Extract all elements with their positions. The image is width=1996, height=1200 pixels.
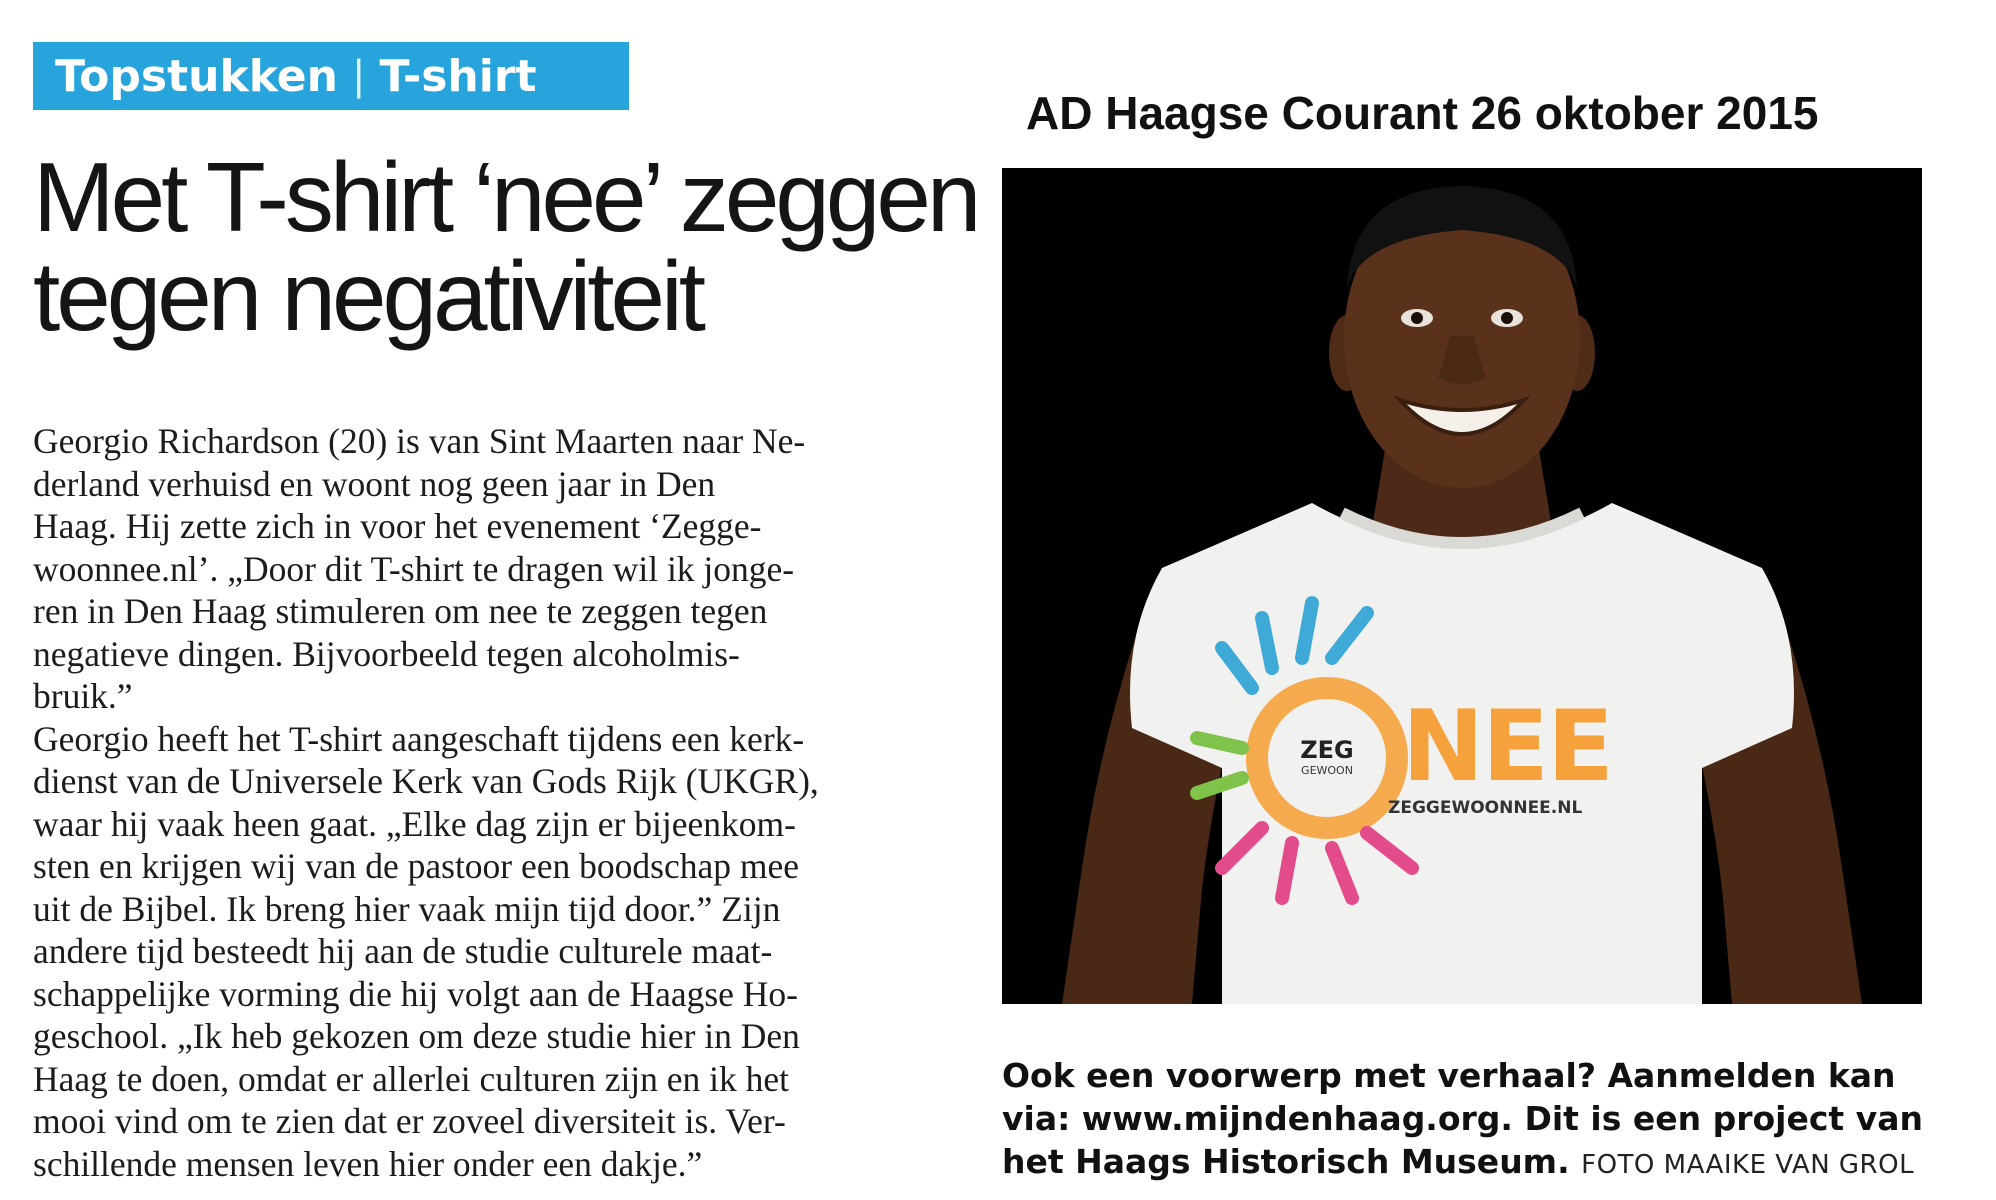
section-tag-separator: | bbox=[351, 53, 366, 99]
print-gewoon: GEWOON bbox=[1301, 764, 1353, 777]
print-url: ZEGGEWOONNEE.NL bbox=[1388, 798, 1583, 818]
portrait-illustration bbox=[1002, 168, 1922, 1004]
print-center bbox=[1279, 710, 1375, 806]
article-line: derland verhuisd en woont nog geen jaar in Den bbox=[33, 463, 716, 504]
article-line: schappelijke vorming die hij volgt aan de Haagse Ho- bbox=[33, 973, 799, 1014]
caption-line: via: www.mijndenhaag.org. Dit is een project van bbox=[1002, 1099, 1923, 1138]
section-tag bbox=[33, 42, 629, 110]
article-line: geschool. „Ik heb gekozen om deze studie hier in Den bbox=[33, 1016, 800, 1056]
caption-line-last bbox=[1002, 1140, 1942, 1187]
article-photo bbox=[1002, 168, 1922, 1004]
newspaper-source-line: AD Haagse Courant 26 oktober 2015 bbox=[1026, 87, 1819, 139]
article-line: Haag. Hij zette zich in voor het evenement ‘Zegge- bbox=[33, 506, 762, 546]
article-line: ren in Den Haag stimuleren om nee te zeggen tegen bbox=[33, 591, 768, 631]
article-line: bruik.” bbox=[33, 676, 133, 716]
article-line: sten en krijgen wij van de pastoor een boodschap mee bbox=[33, 846, 799, 886]
article-line: negatieve dingen. Bijvoorbeeld tegen alcoholmis- bbox=[33, 633, 740, 674]
section-tag-category: Topstukken bbox=[55, 50, 338, 102]
photo-caption bbox=[1002, 1054, 1942, 1187]
print-zeg: ZEG bbox=[1300, 736, 1354, 764]
headline-line-2: tegen negativiteit bbox=[33, 241, 702, 351]
article-line: mooi vind om te zien dat er zoveel diversiteit is. Ver- bbox=[33, 1101, 786, 1141]
article-line: schillende mensen leven hier onder een dakje.” bbox=[33, 1143, 703, 1184]
section-tag-topic: T-shirt bbox=[379, 50, 537, 102]
headline-line-1: Met T-shirt ‘nee’ zeggen bbox=[33, 142, 978, 252]
article-line: Georgio heeft het T-shirt aangeschaft tijdens een kerk- bbox=[33, 718, 805, 759]
print-nee: NEE bbox=[1402, 690, 1612, 804]
article-line: Haag te doen, omdat er allerlei culturen zijn en ik het bbox=[33, 1058, 790, 1099]
article-line: uit de Bijbel. Ik breng hier vaak mijn tijd door.” Zijn bbox=[33, 888, 781, 929]
article-body bbox=[33, 420, 953, 1185]
right-pupil bbox=[1501, 312, 1513, 324]
left-pupil bbox=[1411, 312, 1423, 324]
article-line: waar hij vaak heen gaat. „Elke dag zijn er bijeenkom- bbox=[33, 803, 796, 844]
article-line: andere tijd besteedt hij aan de studie culturele maat- bbox=[33, 931, 773, 971]
article-line: Georgio Richardson (20) is van Sint Maarten naar Ne- bbox=[33, 421, 806, 461]
t-shirt bbox=[1130, 503, 1794, 1004]
caption-line: Ook een voorwerp met verhaal? Aanmelden kan bbox=[1002, 1056, 1896, 1095]
article-headline bbox=[33, 142, 1013, 351]
article-line: dienst van de Universele Kerk van Gods Rijk (UKGR), bbox=[33, 761, 819, 801]
caption-line: het Haags Historisch Museum. bbox=[1002, 1142, 1570, 1181]
photo-credit: FOTO MAAIKE VAN GROL bbox=[1581, 1150, 1915, 1180]
article-line: woonnee.nl’. „Door dit T-shirt te dragen wil ik jonge- bbox=[33, 548, 795, 589]
